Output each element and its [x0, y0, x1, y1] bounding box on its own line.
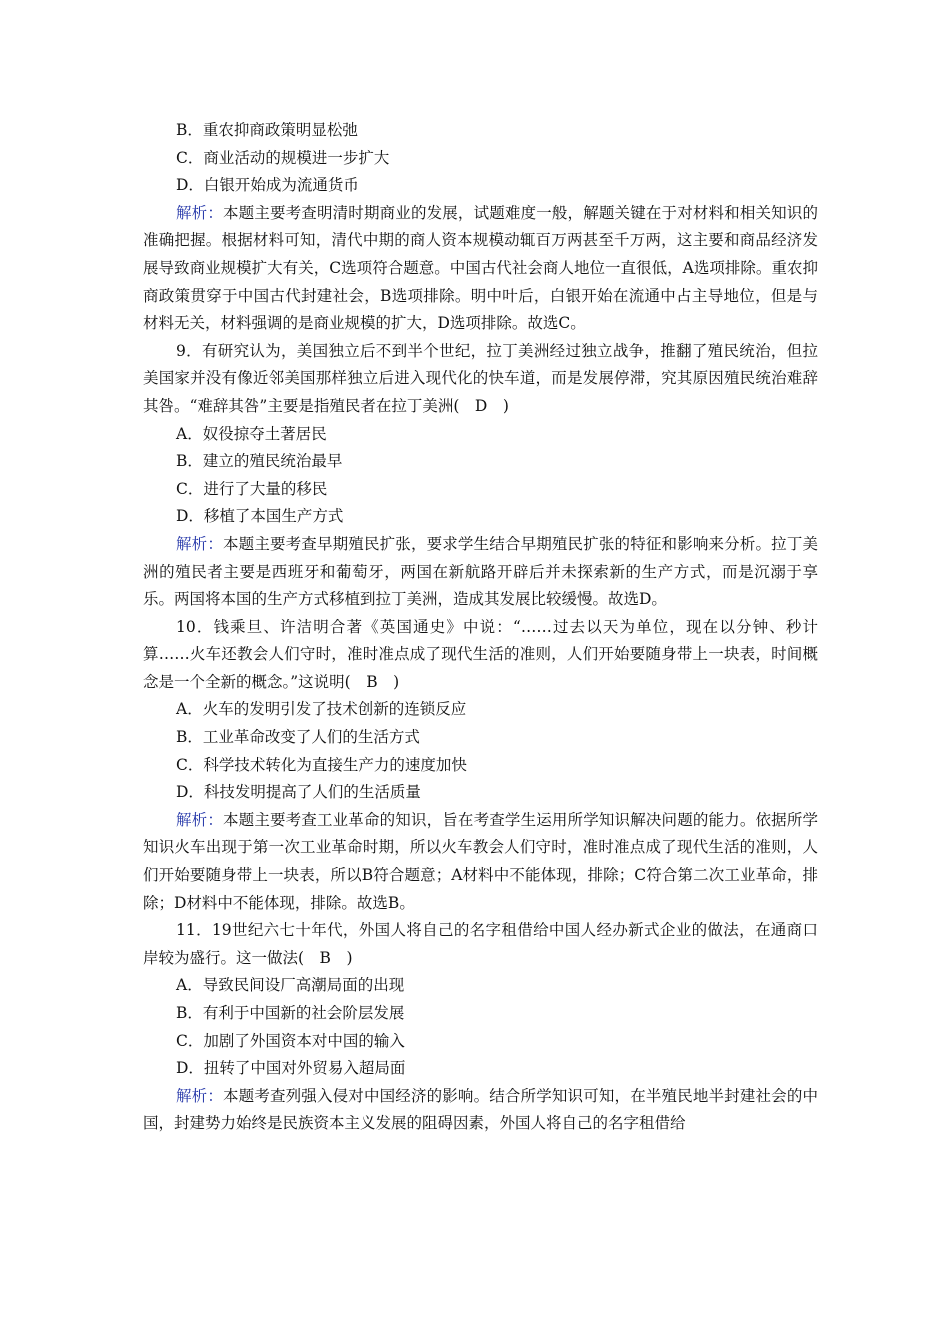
paragraph-text: C．进行了大量的移民: [176, 479, 328, 498]
analysis-label: 解析：: [176, 534, 223, 553]
paragraph-text: D．白银开始成为流通货币: [176, 176, 359, 195]
answer-option: [143, 724, 818, 752]
analysis-label: 解析：: [176, 1086, 223, 1105]
paragraph-text: 11．19世纪六七十年代，外国人将自己的名字租借给中国人经办新式企业的做法，在通商口岸较为盛行。这一做法( B ): [143, 921, 818, 967]
paragraph-text: 本题主要考查明清时期商业的发展，试题难度一般，解题关键在于对材料和相关知识的准确把握。根据材料可知，清代中期的商人资本规模动辄百万两甚至千万两，这主要和商品经济发展导致商业规模扩大有关，C选项符合题意。中国古代社会商人地位一直很低，A选项排除。重农抑商政策贯穿于中国古代封建社会，B选项排除。明中叶后，白银开始在流通中占主导地位，但是与材料无关，材料强调的是商业规模的扩大，D选项排除。故选C。: [143, 203, 818, 333]
analysis-label: 解析：: [176, 203, 223, 222]
question-stem: [143, 614, 818, 697]
paragraph-text: B．建立的殖民统治最早: [176, 452, 343, 471]
paragraph-text: A．火车的发明引发了技术创新的连锁反应: [176, 700, 467, 719]
answer-option: [143, 503, 818, 531]
paragraph-text: B．重农抑商政策明显松弛: [176, 121, 358, 139]
answer-option: [143, 145, 818, 173]
paragraph-text: 本题主要考查早期殖民扩张，要求学生结合早期殖民扩张的特征和影响来分析。拉丁美洲的殖民者主要是西班牙和葡萄牙，两国在新航路开辟后并未探索新的生产方式，而是沉溺于享乐。两国将本国的生产方式移植到拉丁美洲，造成其发展比较缓慢。故选D。: [143, 534, 818, 609]
paragraph-text: A．导致民间设厂高潮局面的出现: [176, 976, 405, 995]
question-stem: [143, 917, 818, 972]
paragraph-text: A．奴役掠夺土著居民: [176, 424, 327, 443]
answer-option: [143, 1000, 818, 1028]
paragraph-text: B．工业革命改变了人们的生活方式: [176, 728, 420, 747]
answer-option: [143, 421, 818, 449]
document-body: [143, 117, 818, 1138]
answer-option: [143, 448, 818, 476]
question-stem: [143, 338, 818, 421]
paragraph-text: C．科学技术转化为直接生产力的速度加快: [176, 755, 467, 774]
answer-option: [143, 696, 818, 724]
answer-option: [143, 779, 818, 807]
answer-option: [143, 972, 818, 1000]
answer-option: [143, 172, 818, 200]
answer-option: [143, 1028, 818, 1056]
paragraph-text: C．商业活动的规模进一步扩大: [176, 148, 390, 167]
paragraph-text: 本题考查列强入侵对中国经济的影响。结合所学知识可知，在半殖民地半封建社会的中国，封建势力始终是民族资本主义发展的阻碍因素，外国人将自己的名字租借给: [143, 1086, 818, 1133]
answer-option: [143, 476, 818, 504]
paragraph-text: D．移植了本国生产方式: [176, 507, 344, 526]
paragraph-text: B．有利于中国新的社会阶层发展: [176, 1004, 405, 1022]
analysis-paragraph: [143, 200, 818, 338]
analysis-paragraph: [143, 531, 818, 614]
analysis-label: 解析：: [176, 810, 223, 829]
answer-option: [143, 752, 818, 780]
analysis-paragraph: [143, 1083, 818, 1138]
answer-option: [143, 117, 818, 145]
paragraph-text: D．科技发明提高了人们的生活质量: [176, 783, 421, 802]
paragraph-text: C．加剧了外国资本对中国的输入: [176, 1031, 405, 1050]
paragraph-text: D．扭转了中国对外贸易入超局面: [176, 1059, 406, 1078]
answer-option: [143, 1055, 818, 1083]
paragraph-text: 本题主要考查工业革命的知识，旨在考查学生运用所学知识解决问题的能力。依据所学知识火车出现于第一次工业革命时期，所以火车教会人们守时，准时准点成了现代生活的准则，人们开始要随身带上一块表，所以B符合题意；A材料中不能体现，排除；C符合第二次工业革命，排除；D材料中不能体现，排除。故选B。: [143, 810, 818, 912]
paragraph-text: 9．有研究认为，美国独立后不到半个世纪，拉丁美洲经过独立战争，推翻了殖民统治，但拉美国家并没有像近邻美国那样独立后进入现代化的快车道，而是发展停滞，究其原因殖民统治难辞其咎。“难辞其咎”主要是指殖民者在拉丁美洲( D ): [143, 341, 818, 415]
paragraph-text: 10．钱乘旦、许洁明合著《英国通史》中说：“……过去以天为单位，现在以分钟、秒计算……火车还教会人们守时，准时准点成了现代生活的准则，人们开始要随身带上一块表，时间概念是一个全新的概念。”这说明( B ): [143, 617, 818, 691]
analysis-paragraph: [143, 807, 818, 917]
